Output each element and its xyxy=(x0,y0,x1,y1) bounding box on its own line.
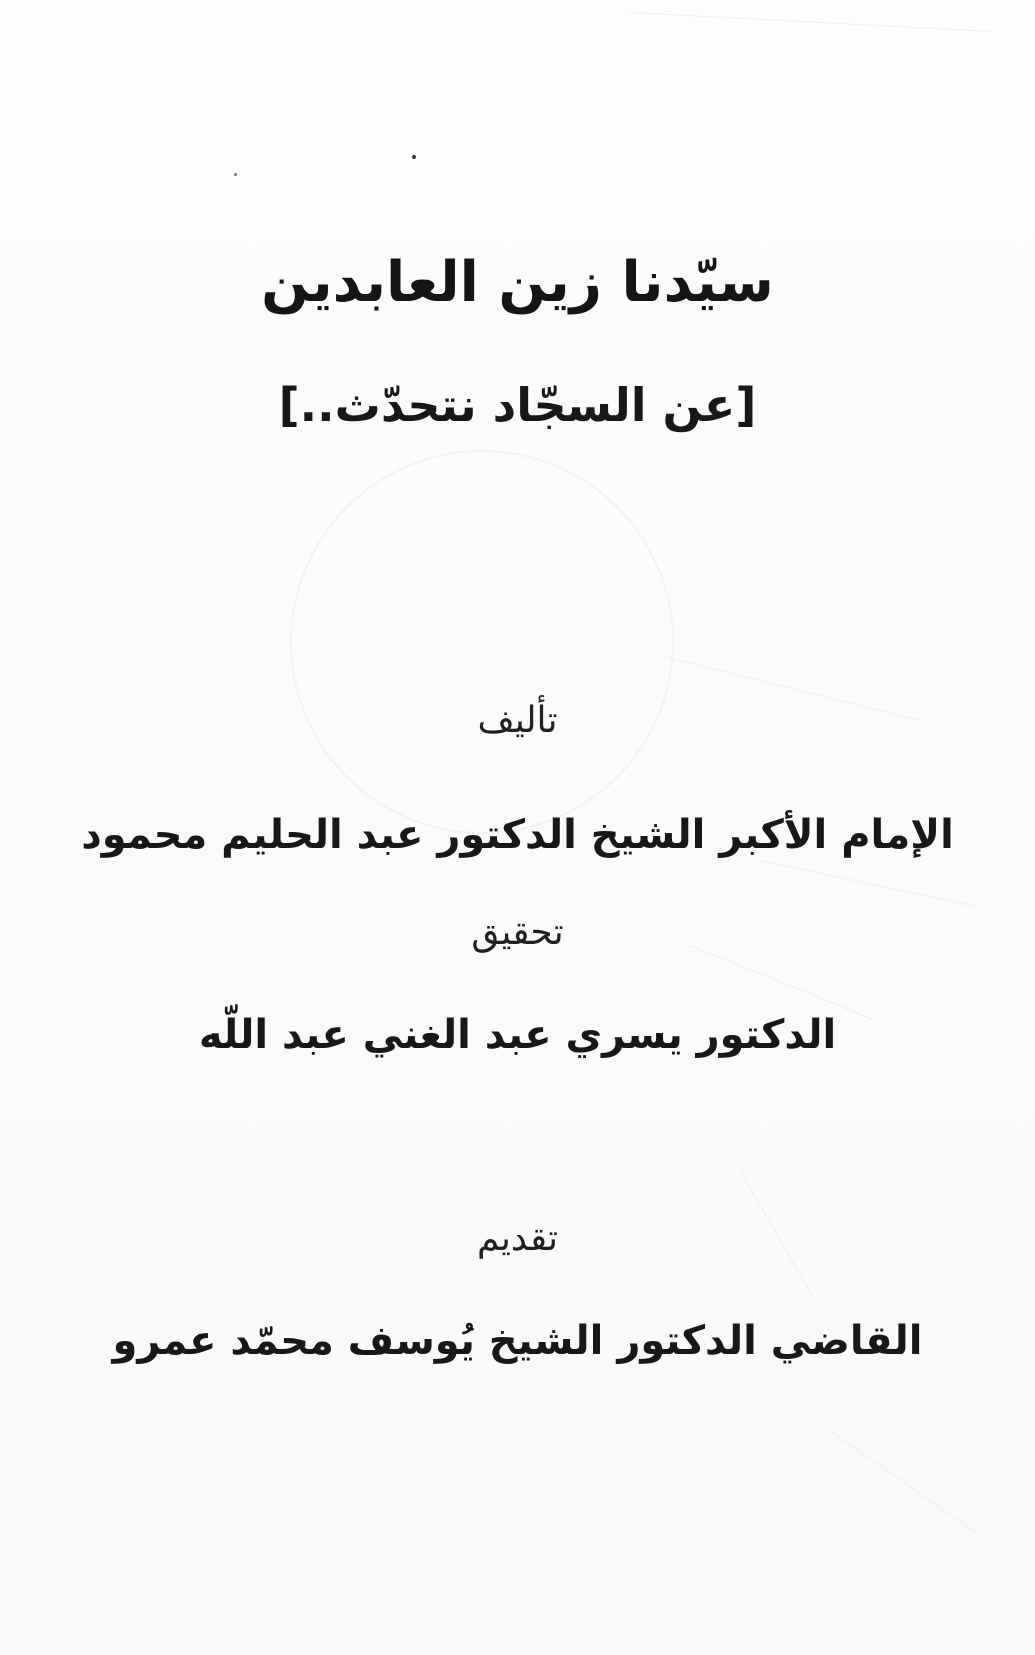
show-through-streak xyxy=(630,12,990,32)
show-through-streak xyxy=(830,1430,978,1534)
show-through-ring xyxy=(290,450,674,834)
editor-name: الدكتور يسري عبد الغني عبد اللّه xyxy=(198,1012,837,1058)
book-subtitle: [عن السجّاد نتحدّث..] xyxy=(278,378,757,432)
ink-speck xyxy=(234,173,237,176)
author-label: تأليف xyxy=(477,700,558,741)
author-name: الإمام الأكبر الشيخ الدكتور عبد الحليم محمود xyxy=(81,812,954,858)
book-title: سيّدنا زين العابدين xyxy=(261,250,774,315)
editor-label: تحقيق xyxy=(471,912,564,953)
preface-label: تقديم xyxy=(476,1218,559,1259)
show-through-streak xyxy=(690,945,876,1021)
preface-name: القاضي الدكتور الشيخ يُوسف محمّد عمرو xyxy=(112,1318,923,1364)
show-through-streak xyxy=(760,860,975,907)
ink-speck xyxy=(412,155,416,159)
